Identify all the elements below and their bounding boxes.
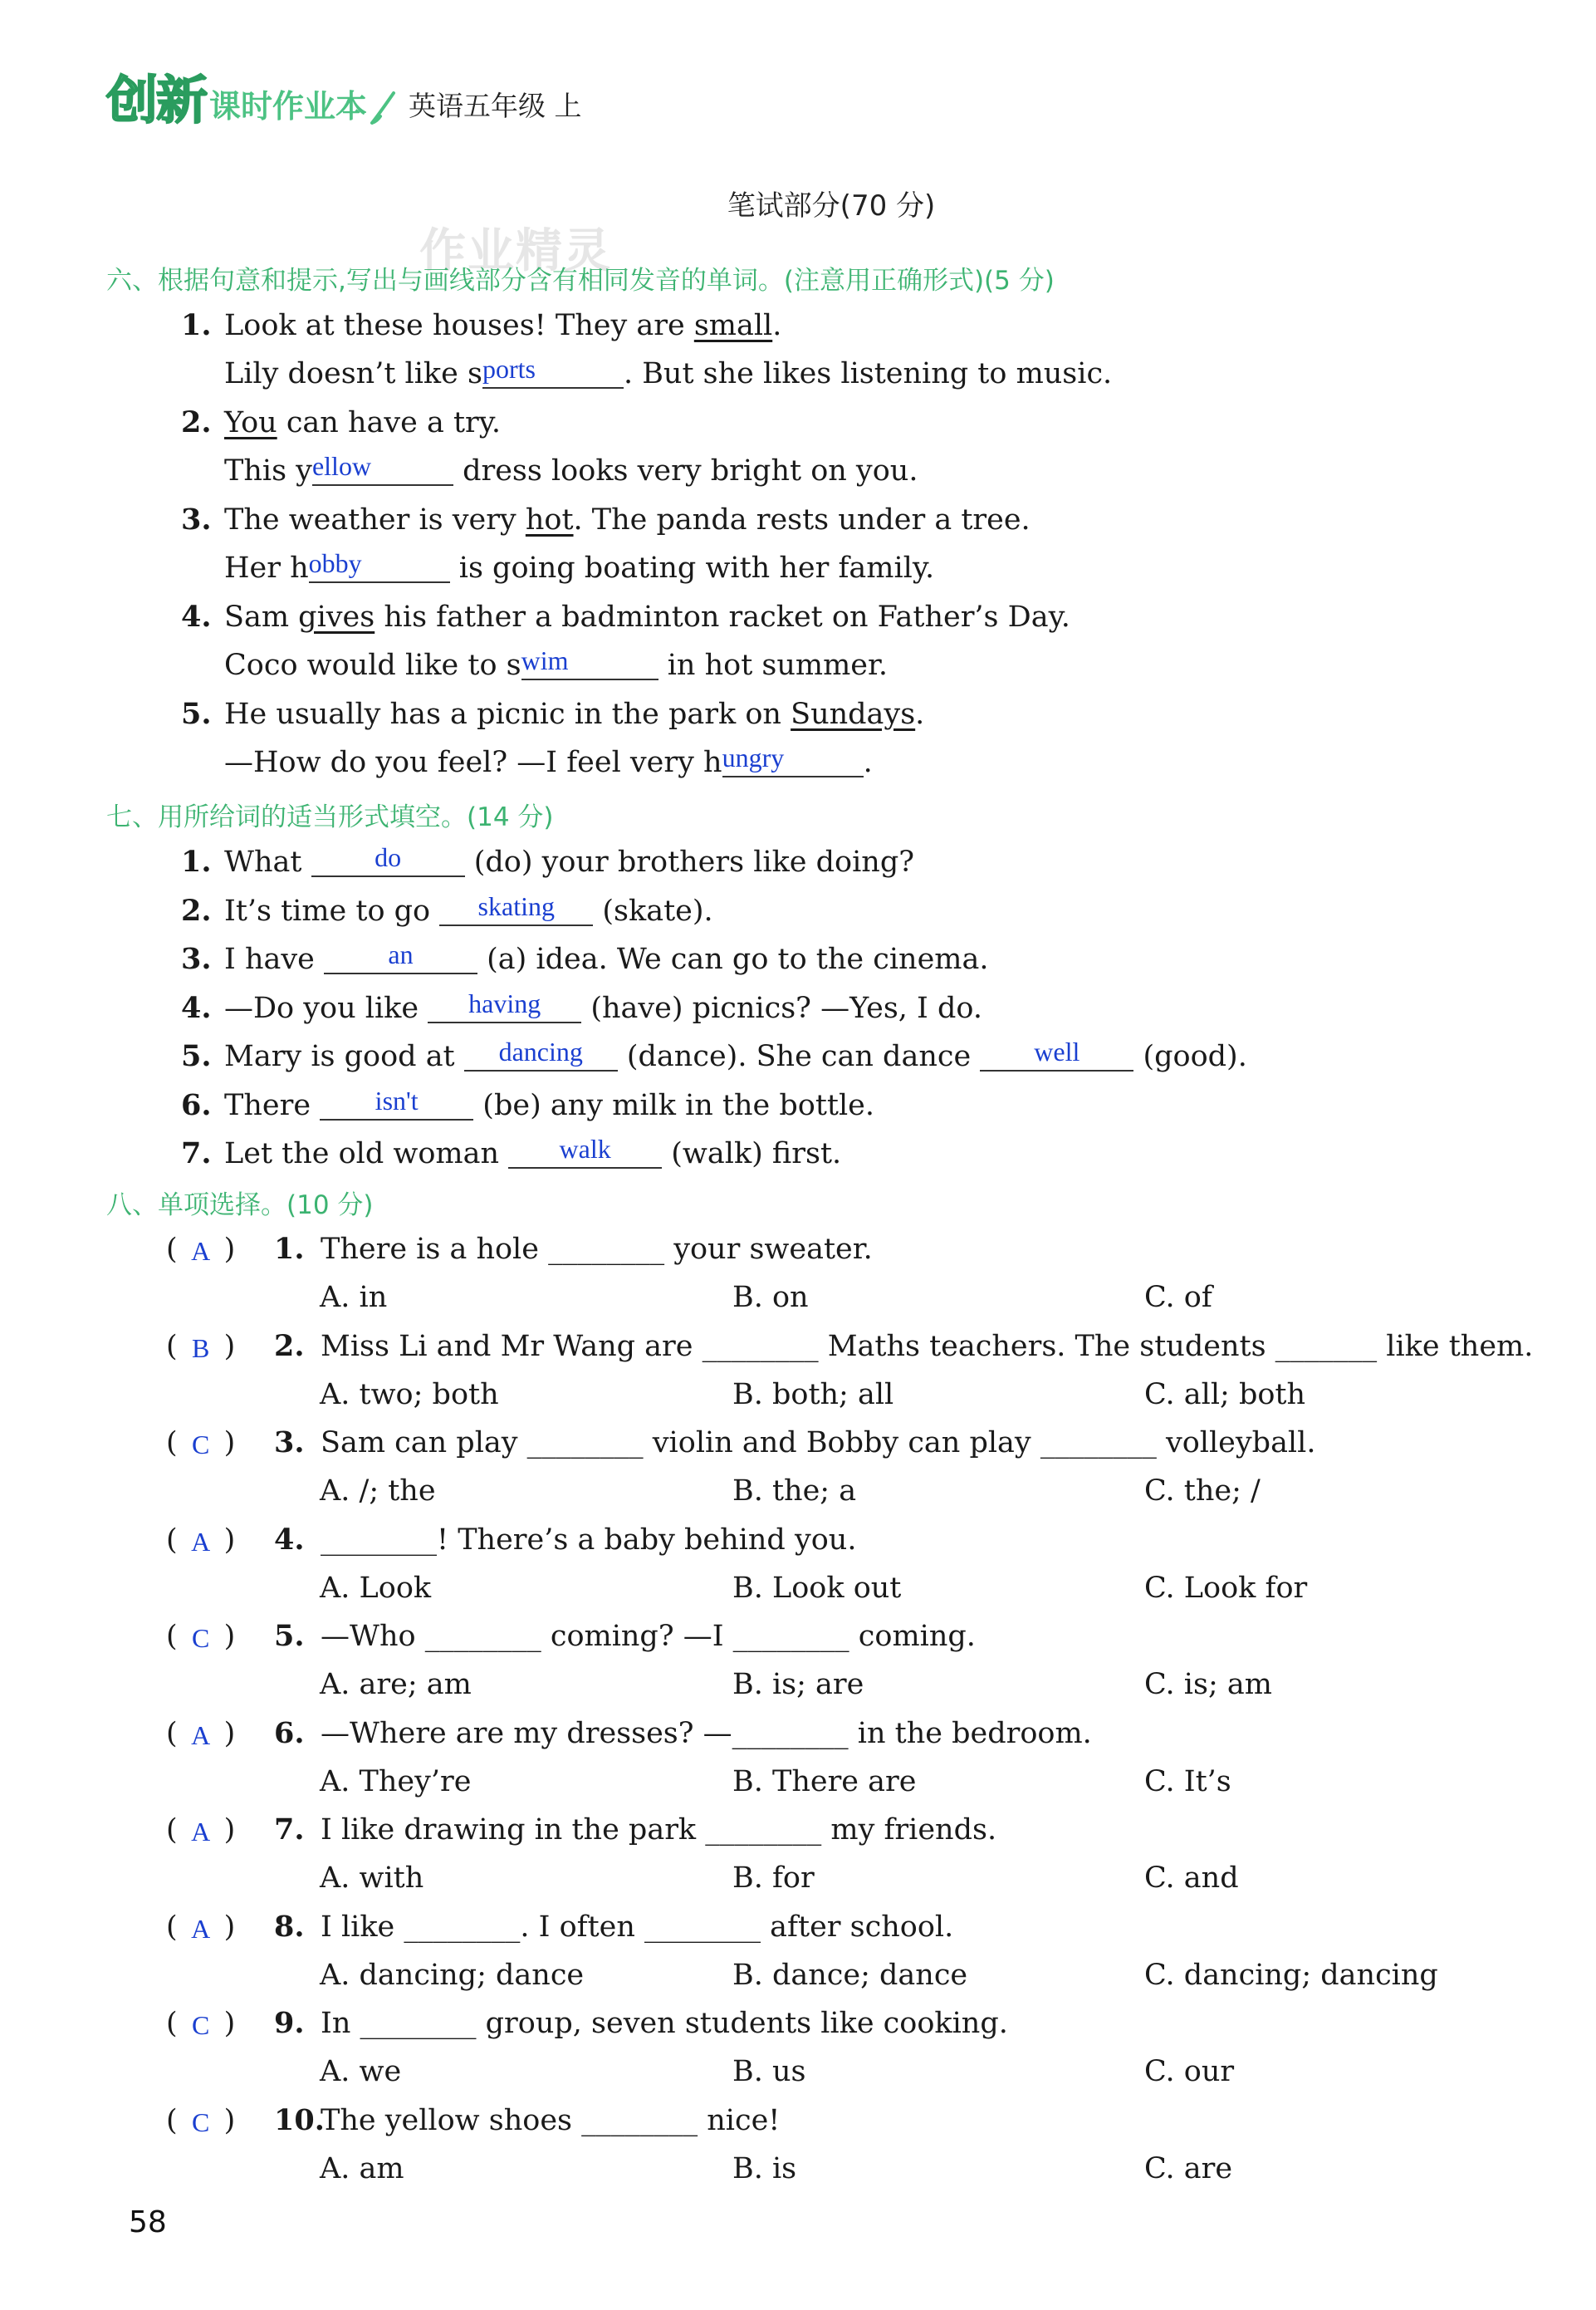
question-text: .: [863, 746, 873, 779]
question-text: (skate).: [593, 894, 713, 928]
answer-line: [224, 453, 918, 489]
handwritten-answer: A: [191, 1913, 211, 1944]
option-c[interactable]: C. dancing; dancing: [1144, 1958, 1438, 1992]
answer-bracket: [166, 1812, 235, 1848]
option-a[interactable]: A. Look: [320, 1571, 432, 1605]
bracket-open: (: [166, 1813, 178, 1847]
question-text: —Where are my dresses? —________ in the bedroom.: [321, 1716, 1092, 1750]
question-text: Look at these houses! They are: [224, 309, 694, 342]
question-line: [181, 307, 781, 344]
brand-logo-big: 创新: [106, 70, 207, 130]
handwritten-answer: C: [191, 1623, 210, 1653]
fill-blank[interactable]: [309, 550, 450, 583]
option-a[interactable]: A. we: [320, 2055, 402, 2088]
answer-bracket: [166, 2005, 235, 2042]
bracket-close: ): [223, 2103, 236, 2137]
question-text: Lily doesn’t like s: [224, 357, 482, 390]
option-b[interactable]: B. the; a: [732, 1474, 857, 1508]
handwritten-answer: skating: [477, 890, 555, 921]
question-text: There is a hole ________ your sweater.: [321, 1233, 873, 1266]
answer-line: [224, 744, 873, 781]
question-number: 6.: [274, 1715, 305, 1750]
question-line: [274, 2005, 1008, 2042]
question-text: .: [772, 309, 782, 342]
subject-label: 英语五年级 上: [409, 90, 582, 122]
handwritten-answer: B: [191, 1332, 210, 1363]
question-number: 2.: [274, 1328, 305, 1363]
option-c[interactable]: C. the; /: [1144, 1474, 1261, 1508]
question-line: [274, 1812, 996, 1848]
question-line: [181, 844, 914, 880]
question-line: [274, 1715, 1092, 1752]
option-b[interactable]: B. is; are: [732, 1668, 864, 1701]
option-c[interactable]: C. are: [1144, 2151, 1233, 2185]
question-line: [181, 502, 1031, 538]
answer-line: [224, 647, 888, 684]
bracket-open: (: [166, 1716, 178, 1750]
question-line: [274, 1522, 856, 1558]
question-number: 5.: [181, 697, 212, 731]
fill-blank[interactable]: [521, 647, 658, 680]
brand-logo-small: 课时作业本: [209, 88, 368, 125]
bracket-close: ): [223, 1716, 236, 1750]
bracket-open: (: [166, 1329, 178, 1363]
bracket-open: (: [166, 1620, 178, 1653]
option-c[interactable]: C. It’s: [1144, 1764, 1231, 1798]
question-text: There: [224, 1088, 321, 1122]
question-text: dress looks very bright on you.: [453, 454, 918, 488]
fill-blank[interactable]: [312, 453, 453, 486]
bracket-close: ): [223, 1523, 236, 1557]
option-b[interactable]: B. for: [732, 1861, 815, 1895]
question-text: (dance). She can dance: [617, 1040, 981, 1073]
handwritten-answer: obby: [308, 548, 362, 578]
handwritten-answer: A: [191, 1719, 211, 1750]
question-number: 2.: [181, 405, 212, 439]
option-b[interactable]: B. There are: [732, 1764, 917, 1798]
option-b[interactable]: B. is: [732, 2151, 797, 2185]
handwritten-answer: A: [191, 1236, 211, 1266]
section-8-heading: 八、单项选择。(10 分): [106, 1190, 374, 1220]
question-text: . But she likes listening to music.: [623, 357, 1113, 390]
bracket-open: (: [166, 1233, 178, 1266]
question-text: is going boating with her family.: [449, 552, 935, 585]
answer-bracket: [166, 2102, 235, 2139]
page-title: 笔试部分(70 分): [727, 189, 936, 223]
question-text: I have: [224, 943, 324, 976]
question-line: [181, 890, 713, 929]
handwritten-answer: well: [1034, 1037, 1080, 1067]
page-number: 58: [129, 2205, 167, 2239]
question-text: —How do you feel? —I feel very h: [224, 746, 722, 779]
question-text: Sam can play ________ violin and Bobby can play ________ volleyball.: [321, 1426, 1316, 1459]
question-text: In ________ group, seven students like cooking.: [321, 2007, 1008, 2040]
question-text: .: [915, 698, 925, 731]
question-line: [274, 1328, 1533, 1365]
option-a[interactable]: A. are; am: [320, 1668, 472, 1701]
question-number: 3.: [181, 942, 212, 976]
answer-bracket: [166, 1909, 235, 1945]
handwritten-answer: dancing: [498, 1037, 583, 1067]
option-a[interactable]: A. /; the: [320, 1474, 436, 1508]
question-number: 6.: [181, 1087, 212, 1122]
answer-line: [224, 356, 1112, 392]
question-text: can have a try.: [277, 406, 502, 439]
handwritten-answer: C: [191, 1430, 210, 1459]
question-line: [181, 941, 988, 978]
handwritten-answer: walk: [559, 1134, 611, 1164]
question-number: 7.: [274, 1812, 305, 1847]
answer-bracket: [166, 1328, 235, 1365]
question-line: [181, 405, 501, 441]
underlined-word: hot: [525, 503, 574, 537]
pen-swoosh-icon: [369, 90, 397, 128]
bracket-close: ): [223, 2007, 236, 2040]
question-text: (be) any milk in the bottle.: [473, 1088, 875, 1122]
handwritten-answer: ports: [482, 354, 536, 384]
section-7-heading: 七、用所给词的适当形式填空。(14 分): [106, 802, 554, 832]
option-a[interactable]: A. two; both: [320, 1377, 499, 1411]
question-text: This y: [224, 454, 312, 488]
question-text: Mary is good at: [224, 1040, 464, 1073]
question-line: [181, 599, 1070, 635]
option-b[interactable]: B. Look out: [732, 1571, 902, 1605]
question-text: It’s time to go: [224, 894, 440, 928]
question-number: 3.: [274, 1425, 305, 1459]
underlined-word: gives: [298, 601, 375, 634]
question-text: (a) idea. We can go to the cinema.: [477, 943, 989, 976]
question-number: 5.: [181, 1039, 212, 1073]
question-text: his father a badminton racket on Father’s Day.: [375, 601, 1070, 634]
question-text: Her h: [224, 552, 309, 585]
bracket-close: ): [223, 1329, 236, 1363]
underlined-word: Sundays: [791, 698, 916, 731]
handwritten-answer: A: [191, 1526, 211, 1557]
option-a[interactable]: A. am: [320, 2151, 404, 2185]
question-number: 4.: [274, 1522, 305, 1557]
option-a[interactable]: A. with: [320, 1861, 424, 1895]
question-number: 2.: [181, 893, 212, 928]
handwritten-answer: C: [191, 2010, 210, 2040]
handwritten-answer: wim: [521, 645, 569, 675]
bracket-close: ): [223, 1813, 236, 1847]
handwritten-answer: having: [468, 988, 541, 1018]
watermark: 作业精灵: [419, 224, 612, 278]
bracket-open: (: [166, 1910, 178, 1944]
fill-blank[interactable]: [311, 844, 465, 877]
question-text: (have) picnics? —Yes, I do.: [581, 991, 982, 1025]
question-text: The weather is very: [224, 503, 526, 537]
question-number: 8.: [274, 1909, 305, 1944]
question-line: [181, 1038, 1247, 1075]
question-text: in hot summer.: [658, 649, 889, 682]
option-a[interactable]: A. in: [320, 1281, 388, 1314]
handwritten-answer: ellow: [311, 451, 372, 481]
question-line: [274, 1618, 976, 1655]
option-b[interactable]: B. both; all: [732, 1377, 894, 1411]
fill-blank[interactable]: [320, 1087, 473, 1121]
option-c[interactable]: C. Look for: [1144, 1571, 1308, 1605]
fill-blank[interactable]: [464, 1038, 618, 1072]
question-text: ________! There’s a baby behind you.: [321, 1523, 857, 1557]
handwritten-answer: ungry: [722, 743, 785, 772]
fill-blank[interactable]: [439, 890, 593, 926]
question-text: —Do you like: [224, 991, 428, 1025]
question-number: 4.: [181, 600, 212, 634]
option-c[interactable]: C. of: [1144, 1281, 1212, 1314]
question-number: 1.: [181, 308, 212, 342]
question-text: Let the old woman: [224, 1137, 509, 1170]
question-line: [181, 1087, 874, 1124]
answer-bracket: [166, 1425, 235, 1461]
fill-blank[interactable]: [324, 941, 477, 974]
option-c[interactable]: C. our: [1144, 2055, 1235, 2088]
question-text: (good).: [1133, 1040, 1247, 1073]
option-a[interactable]: A. They’re: [320, 1764, 472, 1798]
bracket-open: (: [166, 1523, 178, 1557]
answer-bracket: [166, 1618, 235, 1655]
underlined-word: small: [693, 309, 773, 342]
question-number: 3.: [181, 503, 212, 537]
question-number: 9.: [274, 2006, 305, 2040]
bracket-close: ): [223, 1233, 236, 1266]
question-text: He usually has a picnic in the park on: [224, 698, 791, 731]
fill-blank[interactable]: [482, 356, 624, 389]
answer-bracket: [166, 1715, 235, 1752]
bracket-open: (: [166, 2007, 178, 2040]
fill-blank[interactable]: [508, 1135, 662, 1169]
answer-bracket: [166, 1522, 235, 1558]
question-number: 10.: [274, 2102, 325, 2137]
question-number: 5.: [274, 1619, 305, 1653]
bracket-close: ): [223, 1426, 236, 1459]
book-header: [106, 70, 582, 130]
question-number: 4.: [181, 990, 212, 1025]
bracket-open: (: [166, 2103, 178, 2137]
question-text: Coco would like to s: [224, 649, 521, 682]
handwritten-answer: isn't: [375, 1085, 419, 1116]
question-line: [181, 990, 982, 1027]
question-number: 1.: [274, 1232, 305, 1266]
option-c[interactable]: C. is; am: [1144, 1668, 1272, 1701]
question-line: [274, 1425, 1315, 1461]
question-line: [274, 2102, 780, 2139]
handwritten-answer: do: [375, 842, 402, 872]
bracket-close: ): [223, 1910, 236, 1944]
question-line: [181, 696, 924, 733]
fill-blank[interactable]: [980, 1038, 1133, 1072]
handwritten-answer: an: [388, 939, 414, 969]
option-b[interactable]: B. us: [732, 2055, 806, 2088]
question-text: (do) your brothers like doing?: [464, 846, 915, 879]
bracket-close: ): [223, 1620, 236, 1653]
answer-line: [224, 550, 934, 586]
option-c[interactable]: C. all; both: [1144, 1377, 1306, 1411]
question-line: [181, 1135, 841, 1172]
question-text: (walk) first.: [662, 1137, 842, 1170]
option-a[interactable]: A. dancing; dance: [320, 1958, 585, 1992]
option-b[interactable]: B. dance; dance: [732, 1958, 968, 1992]
handwritten-answer: C: [191, 2106, 210, 2137]
question-text: —Who ________ coming? —I ________ coming.: [321, 1620, 976, 1653]
question-text: I like drawing in the park ________ my friends.: [321, 1813, 997, 1847]
handwritten-answer: A: [191, 1817, 211, 1847]
underlined-word: You: [224, 406, 277, 439]
question-text: Miss Li and Mr Wang are ________ Maths teachers. The students _______ like them.: [321, 1329, 1534, 1363]
question-text: . The panda rests under a tree.: [573, 503, 1031, 537]
section-6-heading: 六、根据句意和提示,写出与画线部分含有相同发音的单词。(注意用正确形式)(5 分): [106, 266, 1055, 296]
answer-bracket: [166, 1231, 235, 1268]
question-text: I like ________. I often ________ after school.: [321, 1910, 954, 1944]
question-number: 1.: [181, 845, 212, 879]
question-line: [274, 1231, 873, 1268]
question-number: 7.: [181, 1136, 212, 1170]
question-text: Sam: [224, 601, 299, 634]
question-line: [274, 1909, 953, 1945]
question-text: The yellow shoes ________ nice!: [321, 2103, 781, 2137]
bracket-open: (: [166, 1426, 178, 1459]
question-text: What: [224, 846, 311, 879]
option-b[interactable]: B. on: [732, 1281, 809, 1314]
fill-blank[interactable]: [428, 990, 581, 1023]
fill-blank[interactable]: [722, 744, 864, 777]
option-c[interactable]: C. and: [1144, 1861, 1239, 1895]
